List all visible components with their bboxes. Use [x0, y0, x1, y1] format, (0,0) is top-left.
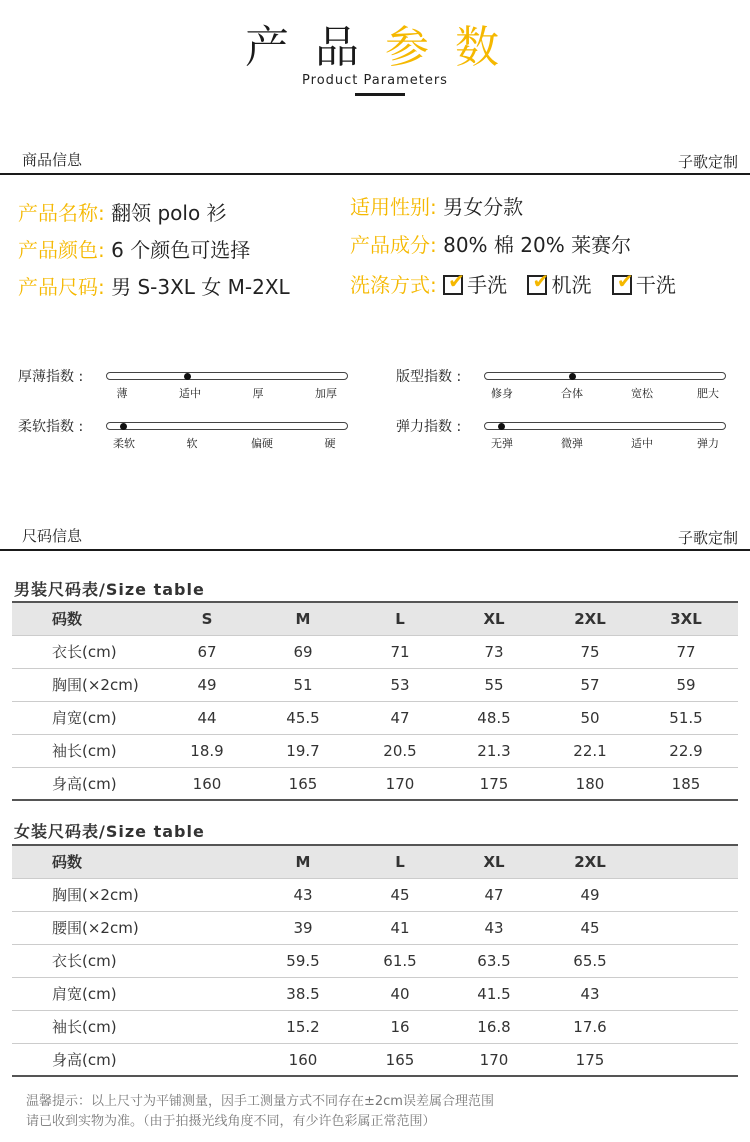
table-cell: M: [295, 610, 311, 628]
info-label: 产品成分:: [350, 233, 437, 257]
table-cell: 41.5: [477, 985, 511, 1003]
table-cell: 17.6: [573, 1018, 607, 1036]
info-value: 男女分款: [443, 195, 524, 219]
table-cell: 165: [288, 775, 318, 793]
index-track: [484, 422, 726, 430]
page-subtitle: Product Parameters: [302, 73, 448, 88]
table-row: [12, 912, 738, 945]
info-wash-method: [350, 272, 676, 298]
men-size-table: [12, 603, 738, 801]
table-cell: XL: [483, 610, 505, 628]
table-cell: 51: [293, 676, 313, 694]
index-marker: [569, 373, 576, 380]
index-softness: [18, 416, 358, 456]
index-marker: [120, 423, 127, 430]
table-cell: 165: [385, 1051, 415, 1069]
table-cell: XL: [483, 853, 505, 871]
table-cell: L: [395, 610, 405, 628]
info-label: 产品名称:: [18, 201, 105, 225]
size-info-section-bar: [0, 525, 750, 549]
table-cell: 2XL: [574, 853, 606, 871]
index-label: 厚薄指数 :: [18, 369, 84, 385]
table-cell: 185: [671, 775, 701, 793]
index-option: 柔软: [113, 437, 135, 450]
table-cell: 44: [197, 709, 217, 727]
women-table-title: 女装尺码表/Size table: [14, 822, 205, 841]
row-label-cell: 码数: [52, 853, 83, 871]
table-cell: 57: [580, 676, 600, 694]
table-cell: 22.1: [573, 742, 607, 760]
note-line-2: 请已收到实物为准。（由于拍摄光线角度不同，有少许色彩属正常范围）: [26, 1114, 436, 1129]
note-line-1: 温馨提示：以上尺寸为平铺测量，因手工测量方式不同存在±2cm误差属合理范围: [26, 1094, 494, 1109]
table-row: [12, 768, 738, 801]
index-option: 修身: [491, 387, 513, 400]
info-product-name: [18, 200, 227, 226]
table-cell: 73: [484, 643, 504, 661]
info-product-color: [18, 237, 250, 263]
section-divider: [0, 549, 750, 551]
size-info-brand: 子歌定制: [677, 529, 738, 547]
table-cell: M: [295, 853, 311, 871]
table-row: [12, 1044, 738, 1077]
table-cell: 40: [390, 985, 410, 1003]
info-label: 产品尺码:: [18, 275, 105, 299]
index-option: 厚: [252, 387, 264, 400]
table-cell: 175: [575, 1051, 605, 1069]
index-thickness: [18, 366, 358, 406]
table-cell: 69: [293, 643, 313, 661]
table-cell: 20.5: [383, 742, 417, 760]
table-cell: 63.5: [477, 952, 511, 970]
index-option: 弹力: [697, 437, 719, 450]
table-cell: 43: [580, 985, 600, 1003]
table-cell: 19.7: [286, 742, 320, 760]
product-info-heading: 商品信息: [22, 151, 83, 169]
row-label-cell: 袖长(cm): [52, 1018, 117, 1036]
table-cell: 21.3: [477, 742, 511, 760]
table-cell: 39: [293, 919, 313, 937]
info-product-size: [18, 274, 290, 300]
table-row: [12, 978, 738, 1011]
info-label: 适用性别:: [350, 195, 437, 219]
table-row: [12, 945, 738, 978]
table-cell: 47: [390, 709, 410, 727]
table-cell: 175: [479, 775, 509, 793]
info-value: 80% 棉 20% 莱赛尔: [443, 233, 632, 257]
table-cell: 2XL: [574, 610, 606, 628]
table-cell: 65.5: [573, 952, 607, 970]
index-track: [106, 422, 348, 430]
table-row: [12, 735, 738, 768]
index-label: 弹力指数 :: [396, 419, 462, 435]
men-table-title: 男装尺码表/Size table: [14, 580, 205, 599]
table-row: [12, 879, 738, 912]
row-label-cell: 身高(cm): [52, 775, 117, 793]
table-cell: 170: [479, 1051, 509, 1069]
index-option: 薄: [116, 387, 128, 400]
index-option: 偏硬: [251, 437, 273, 450]
index-marker: [498, 423, 505, 430]
index-option: 无弹: [491, 437, 513, 450]
table-cell: 180: [575, 775, 605, 793]
index-option: 硬: [324, 437, 336, 450]
info-value: 6 个颜色可选择: [111, 238, 251, 262]
row-label-cell: 袖长(cm): [52, 742, 117, 760]
table-header-row: [12, 846, 738, 879]
row-label-cell: 肩宽(cm): [52, 985, 117, 1003]
table-cell: S: [201, 610, 213, 628]
table-cell: 38.5: [286, 985, 320, 1003]
row-label-cell: 腰围(×2cm): [52, 919, 139, 937]
info-value: 男 S-3XL 女 M-2XL: [111, 275, 290, 299]
wash-option-machine: 机洗: [551, 273, 592, 297]
table-cell: 15.2: [286, 1018, 320, 1036]
table-cell: L: [395, 853, 405, 871]
table-cell: 55: [484, 676, 504, 694]
info-label: 产品颜色:: [18, 238, 105, 262]
index-label: 版型指数 :: [396, 369, 462, 385]
table-cell: 53: [390, 676, 410, 694]
section-divider: [0, 173, 750, 175]
table-row: [12, 636, 738, 669]
index-option: 合体: [561, 387, 583, 400]
table-row: [12, 669, 738, 702]
checkbox-checked-icon: [612, 275, 632, 295]
table-cell: 16: [390, 1018, 410, 1036]
table-cell: 3XL: [670, 610, 702, 628]
table-cell: 49: [197, 676, 217, 694]
row-label-cell: 衣长(cm): [52, 952, 117, 970]
table-cell: 77: [676, 643, 696, 661]
size-info-heading: 尺码信息: [22, 527, 83, 545]
table-cell: 45: [580, 919, 600, 937]
women-size-table: [12, 846, 738, 1077]
index-option: 适中: [179, 387, 201, 400]
index-track: [484, 372, 726, 380]
info-material: [350, 232, 631, 258]
info-value: 翻领 polo 衫: [111, 201, 227, 225]
table-cell: 160: [192, 775, 222, 793]
table-cell: 45.5: [286, 709, 320, 727]
table-cell: 43: [293, 886, 313, 904]
product-info-section-bar: [0, 149, 750, 173]
checkbox-checked-icon: [527, 275, 547, 295]
row-label-cell: 衣长(cm): [52, 643, 117, 661]
table-cell: 47: [484, 886, 504, 904]
checkbox-checked-icon: [443, 275, 463, 295]
table-cell: 49: [580, 886, 600, 904]
wash-option-dry: 干洗: [635, 273, 676, 297]
table-cell: 22.9: [669, 742, 703, 760]
row-label-cell: 肩宽(cm): [52, 709, 117, 727]
table-row: [12, 702, 738, 735]
index-marker: [184, 373, 191, 380]
table-cell: 75: [580, 643, 600, 661]
row-label-cell: 胸围(×2cm): [52, 886, 139, 904]
page-title-accent: 参 数: [385, 22, 505, 73]
table-cell: 71: [390, 643, 410, 661]
table-cell: 51.5: [669, 709, 703, 727]
row-label-cell: 码数: [52, 610, 83, 628]
index-label: 柔软指数 :: [18, 419, 84, 435]
info-gender: [350, 194, 523, 220]
table-cell: 48.5: [477, 709, 511, 727]
table-cell: 41: [390, 919, 410, 937]
table-cell: 170: [385, 775, 415, 793]
index-elasticity: [396, 416, 736, 456]
table-cell: 43: [484, 919, 504, 937]
index-fit: [396, 366, 736, 406]
table-cell: 50: [580, 709, 600, 727]
page-title-dark: 产 品: [245, 22, 365, 73]
table-row: [12, 1011, 738, 1044]
row-label-cell: 身高(cm): [52, 1051, 117, 1069]
title-underline: [355, 93, 405, 96]
table-header-row: [12, 603, 738, 636]
index-option: 肥大: [697, 387, 719, 400]
index-option: 适中: [631, 437, 653, 450]
product-info-brand: 子歌定制: [677, 153, 738, 171]
index-option: 加厚: [315, 387, 337, 400]
index-option: 宽松: [631, 387, 653, 400]
table-cell: 67: [197, 643, 217, 661]
index-track: [106, 372, 348, 380]
table-cell: 59.5: [286, 952, 320, 970]
table-cell: 61.5: [383, 952, 417, 970]
table-cell: 160: [288, 1051, 318, 1069]
index-option: 软: [186, 437, 198, 450]
table-cell: 16.8: [477, 1018, 511, 1036]
table-cell: 59: [676, 676, 696, 694]
page-title: [0, 22, 750, 74]
table-cell: 18.9: [190, 742, 224, 760]
row-label-cell: 胸围(×2cm): [52, 676, 139, 694]
index-option: 微弹: [561, 437, 583, 450]
table-cell: 45: [390, 886, 410, 904]
info-label: 洗涤方式:: [350, 273, 437, 297]
wash-option-hand: 手洗: [467, 273, 508, 297]
